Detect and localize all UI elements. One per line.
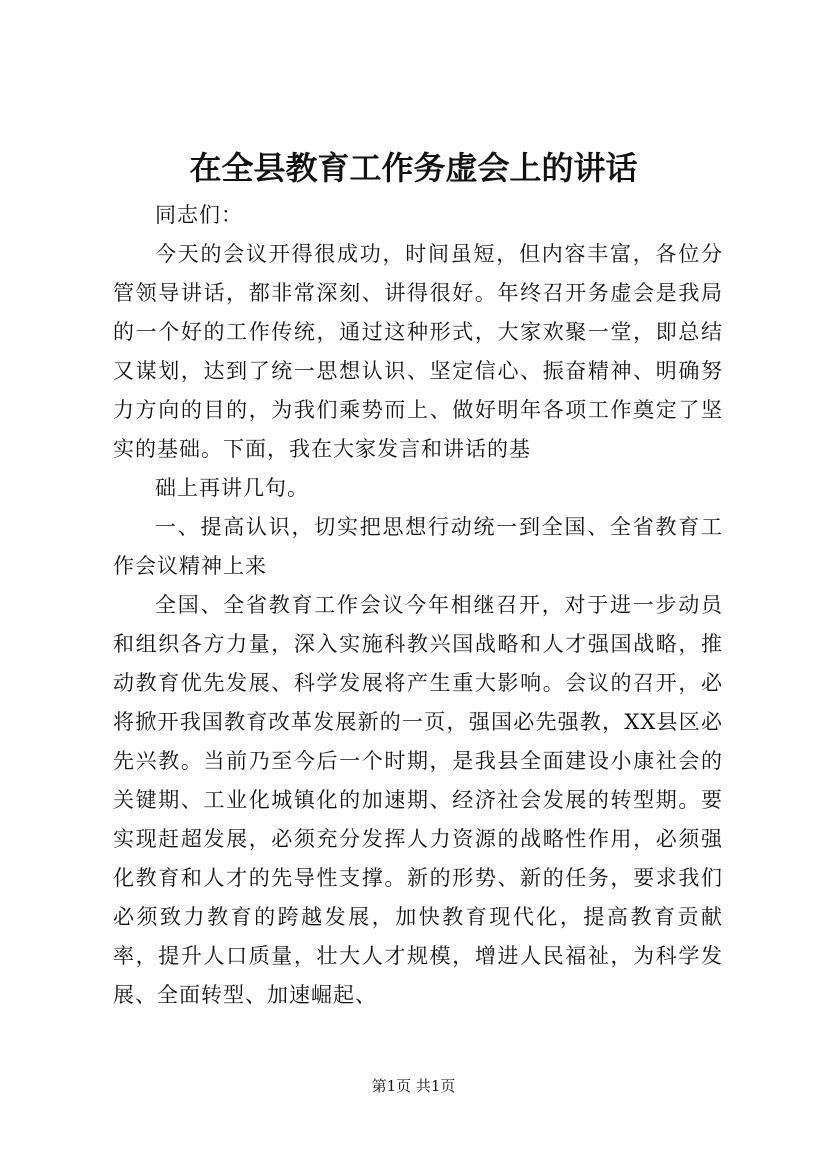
document-body <box>113 196 723 1015</box>
document-title: 在全县教育工作务虚会上的讲话 <box>189 149 638 187</box>
paragraph-salutation: 同志们： <box>155 203 243 227</box>
section-heading-1: 一、提高认识，切实把思想行动统一到全国、全省教育工作会议精神上来 <box>113 515 723 578</box>
paragraph-section-1: 全国、全省教育工作会议今年相继召开，对于进一步动员和组织各方力量，深入实施科教兴国战略和人才强国战略，推动教育优先发展、科学发展将产生重大影响。会议的召开，必将掀开我国教育改革发展新的一页，强国必先强教，XX县区必先兴教。当前乃至今后一个时期，是我县全面建设小康社会的关键期、工业化城镇化的加速期、经济社会发展的转型期。要实现赶超发展，必须充分发挥人力资源的战略性作用，必须强化教育和人才的先导性支撑。新的形势、新的任务，要求我们必须致力教育的跨越发展，加快教育现代化，提高教育贡献率，提升人口质量，壮大人才规模，增进人民福祉，为科学发展、全面转型、加速崛起、 <box>113 593 723 1007</box>
paragraph-opening: 今天的会议开得很成功，时间虽短，但内容丰富，各位分管领导讲话，都非常深刻、讲得很好。年终召开务虚会是我局的一个好的工作传统，通过这种形式，大家欢聚一堂，即总结又谋划，达到了统一思想认识、坚定信心、振奋精神、明确努力方向的目的，为我们乘势而上、做好明年各项工作奠定了坚实的基础。下面，我在大家发言和讲话的基 <box>113 242 723 461</box>
paragraph-continuation: 础上再讲几句。 <box>155 476 309 500</box>
page-footer: 第1页 共1页 <box>371 1077 456 1095</box>
